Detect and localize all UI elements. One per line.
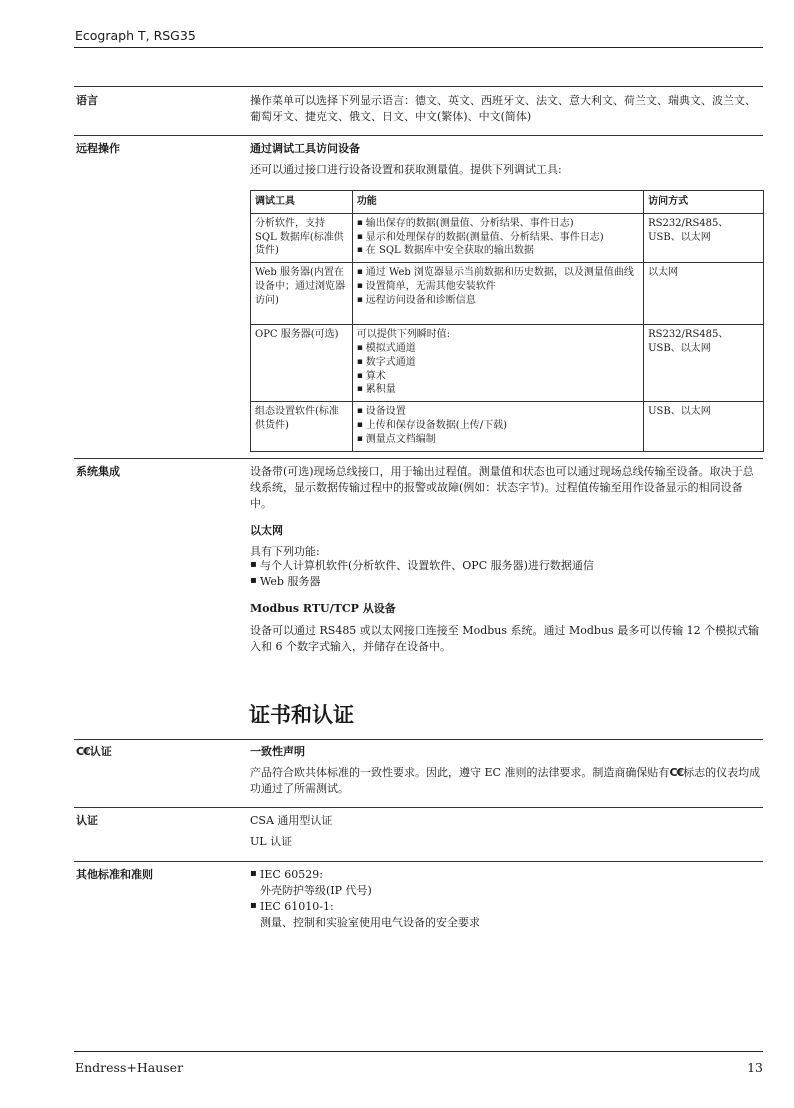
document-header-title: Ecograph T, RSG35 <box>75 28 196 43</box>
approval-item: UL 认证 <box>250 835 293 848</box>
list-item: ▪ 模拟式通道 <box>357 342 639 356</box>
approval-item: CSA 通用型认证 <box>250 814 333 827</box>
table-header-cell: 调试工具 <box>251 191 353 214</box>
approval-label: 认证 <box>76 814 98 827</box>
list-item: ▪ 算术 <box>357 370 639 384</box>
standard-desc: 测量、控制和实验室使用电气设备的安全要求 <box>260 916 480 930</box>
section-divider <box>74 807 763 808</box>
access-cell: RS232/RS485、USB、以太网 <box>644 213 764 262</box>
table-row <box>251 213 764 262</box>
table-row <box>251 402 764 451</box>
page-number: 13 <box>747 1060 763 1075</box>
ce-label <box>76 744 112 760</box>
list-item: ▪ 设备设置 <box>357 405 639 419</box>
tools-table <box>250 190 764 452</box>
certificates-heading: 证书和认证 <box>249 702 354 727</box>
list-item: ▪ 输出保存的数据(测量值、分析结果、事件日志) <box>357 217 639 231</box>
section-divider <box>74 861 763 862</box>
access-cell: USB、以太网 <box>644 402 764 451</box>
remote-intro: 还可以通过接口进行设备设置和获取测量值。提供下列调试工具: <box>250 163 562 176</box>
function-cell <box>352 402 643 451</box>
language-text: 操作菜单可以选择下列显示语言：德文、英文、西班牙文、法文、意大利文、荷兰文、瑞典文、波兰文、葡萄牙文、捷克文、俄文、日文、中文(繁体)、中文(简体) <box>250 94 756 124</box>
ce-subheading: 一致性声明 <box>250 745 305 758</box>
list-item: ▪ 通过 Web 浏览器显示当前数据和历史数据，以及测量值曲线 <box>357 266 639 280</box>
language-label: 语言 <box>76 94 98 107</box>
standard-code: ▪ IEC 61010-1: <box>260 900 334 914</box>
access-cell: RS232/RS485、USB、以太网 <box>644 325 764 402</box>
table-header-cell: 功能 <box>352 191 643 214</box>
list-item <box>250 867 764 899</box>
standard-code: ▪ IEC 60529: <box>260 868 323 881</box>
footer-brand: Endress+Hauser <box>75 1060 184 1075</box>
function-intro: 可以提供下列瞬时值: <box>356 329 451 341</box>
modbus-heading: Modbus RTU/TCP 从设备 <box>250 602 396 615</box>
list-item: ▪ 显示和处理保存的数据(测量值、分析结果、事件日志) <box>357 231 639 245</box>
list-item: ▪ 测量点文档编制 <box>357 433 639 447</box>
integration-label: 系统集成 <box>76 465 120 478</box>
function-cell <box>352 213 643 262</box>
section-divider <box>74 739 763 740</box>
list-item: ▪ 与个人计算机软件(分析软件、设置软件、OPC 服务器)进行数据通信 <box>250 558 764 574</box>
footer-divider <box>74 1051 763 1052</box>
access-cell: 以太网 <box>644 263 764 325</box>
modbus-text: 设备可以通过 RS485 或以太网接口连接至 Modbus 系统。通过 Modbus 最多可以传输 12 个模拟式输入和 6 个数字式输入，并储存在设备中。 <box>250 624 760 654</box>
list-item: ▪ 上传和保存设备数据(上传/下载) <box>357 419 639 433</box>
ethernet-heading: 以太网 <box>250 524 283 537</box>
section-divider <box>74 86 763 87</box>
list-item: ▪ Web 服务器 <box>250 574 764 590</box>
table-row <box>251 263 764 325</box>
tool-cell: 分析软件，支持 SQL 数据库(标准供货件) <box>251 213 353 262</box>
remote-label: 远程操作 <box>76 142 120 155</box>
table-row <box>251 325 764 402</box>
list-item: ▪ 远程访问设备和诊断信息 <box>357 294 639 308</box>
list-item: ▪ 累积量 <box>357 383 639 397</box>
ce-text-part: 标志的仪表均成功通过了所需测试。 <box>250 766 761 796</box>
standards-list <box>250 867 764 932</box>
ce-mark-icon: C€ <box>76 745 90 758</box>
function-cell <box>352 325 643 402</box>
standard-desc: 外壳防护等级(IP 代号) <box>260 884 372 898</box>
ce-text-part: 产品符合欧共体标准的一致性要求。因此，遵守 EC 准则的法律要求。制造商确保贴有 <box>250 766 670 779</box>
table-header-cell: 访问方式 <box>644 191 764 214</box>
ethernet-list <box>250 558 764 590</box>
ce-label-text: 认证 <box>89 745 112 758</box>
table-header-row <box>251 191 764 214</box>
ce-text <box>250 765 764 797</box>
list-item <box>250 899 764 931</box>
list-item: ▪ 数字式通道 <box>357 356 639 370</box>
tool-cell: 组态设置软件(标准供货件) <box>251 402 353 451</box>
section-divider <box>74 135 763 136</box>
ce-mark-icon: C€ <box>669 766 684 779</box>
header-divider <box>74 47 763 48</box>
tool-cell: Web 服务器(内置在设备中；通过浏览器访问) <box>251 263 353 325</box>
list-item: ▪ 设置简单，无需其他安装软件 <box>357 280 639 294</box>
list-item: ▪ 在 SQL 数据库中安全获取的输出数据 <box>357 244 639 258</box>
function-cell <box>352 263 643 325</box>
standards-label: 其他标准和准则 <box>76 868 153 881</box>
tool-cell: OPC 服务器(可选) <box>251 325 353 402</box>
ethernet-intro: 具有下列功能: <box>250 545 320 558</box>
integration-text: 设备带(可选)现场总线接口，用于输出过程值。测量值和状态也可以通过现场总线传输至设备。取决于总线系统，显示数据传输过程中的报警或故障(例如：状态字节)。过程值传输至用作设备显示的相同设备中。 <box>250 465 754 511</box>
section-divider <box>74 458 763 459</box>
remote-subheading: 通过调试工具访问设备 <box>250 142 360 155</box>
